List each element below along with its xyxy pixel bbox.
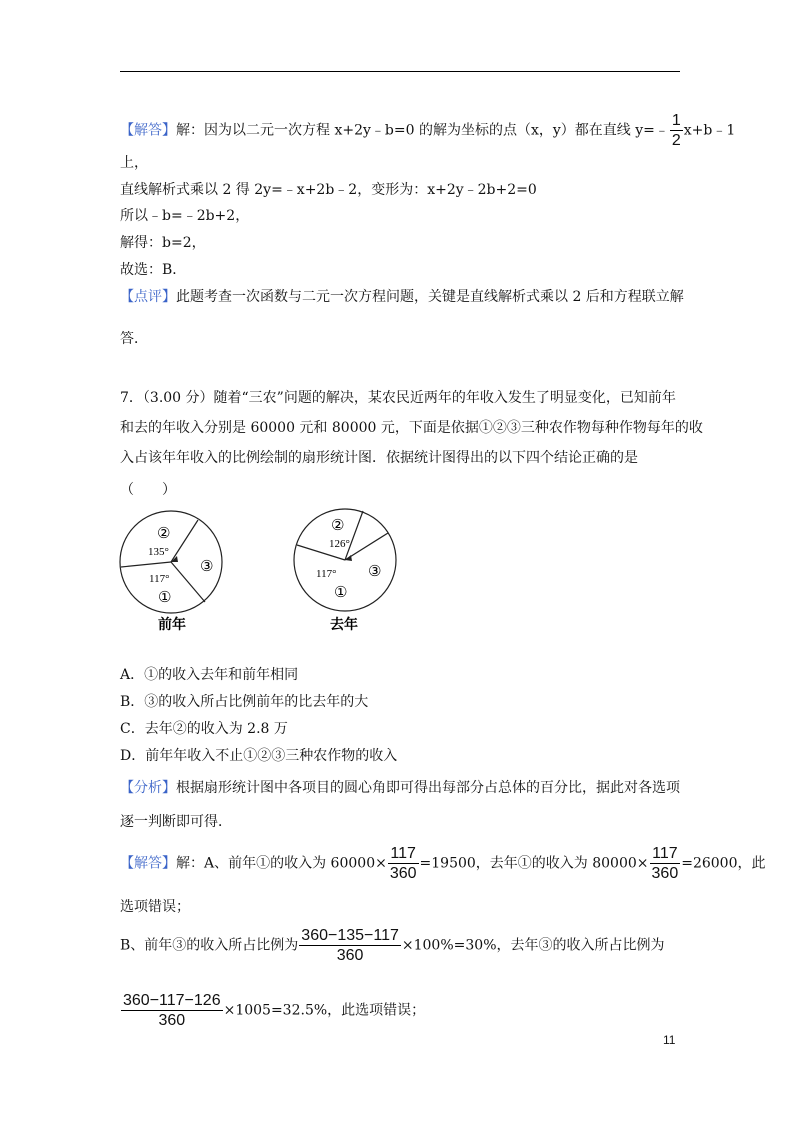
comment-line-1: 【点评】此题考查一次函数与二元一次方程问题，关键是直线解析式乘以 2 后和方程联立解 — [120, 289, 684, 305]
answer-line-5: 解得：b=2， — [120, 235, 206, 251]
fraction-117-360-a: $\frac{117}{360}$ — [389, 845, 417, 882]
analysis-line-1: 【分析】根据扇形统计图中各项目的圆心角即可得出每部分占总体的百分比，据此对各选项 — [120, 780, 680, 796]
question-line-2: 和去的年收入分别是 60000 元和 80000 元，下面是依据①②③三种农作物每种作物每年的收 — [120, 420, 703, 436]
pie-radius-left-3 — [121, 562, 171, 567]
pie-left-angle-2: 135° — [148, 546, 169, 558]
pie-figure — [116, 505, 406, 635]
comment-tag: 【点评】 — [120, 289, 176, 305]
answer-tag: 【解答】 — [120, 122, 176, 139]
answer-line-3: 直线解析式乘以 2 得 2y=﹣x+2b﹣2，变形为：x+2y﹣2b+2=0 — [120, 182, 537, 198]
pie-right-label-1: ① — [334, 583, 348, 601]
header-rule — [120, 71, 680, 72]
solution-line-4: $\frac{360-117-126}{360}$ ×1005=32.5%，此选项错误； — [123, 992, 426, 1029]
pie-chart-previous-year — [120, 511, 222, 633]
pie-right-label-2: ② — [331, 516, 345, 534]
pie-chart-last-year — [294, 509, 396, 633]
option-a: A．①的收入去年和前年相同 — [120, 667, 299, 683]
solution-tag: 【解答】 — [120, 855, 176, 872]
pie-left-label-2: ② — [157, 524, 171, 542]
solution-line-2: 选项错误； — [120, 899, 190, 915]
pie-radius-right-2 — [345, 533, 388, 560]
pie-radius-left-1 — [171, 520, 198, 562]
answer-line-6: 故选：B． — [120, 262, 187, 278]
option-c: C．去年②的收入为 2.8 万 — [120, 721, 288, 737]
option-b: B．③的收入所占比例前年的比去年的大 — [120, 694, 369, 710]
pie-right-label-3: ③ — [368, 562, 382, 580]
page-number: 11 — [663, 1033, 676, 1047]
answer-line-4: 所以﹣b=﹣2b+2， — [120, 208, 250, 224]
pie-right-angle-1: 117° — [316, 568, 337, 580]
question-line-4: （ ） — [120, 482, 176, 498]
analysis-tag: 【分析】 — [120, 780, 176, 796]
answer-line-2: 上， — [120, 155, 148, 171]
analysis-line-2: 逐一判断即可得． — [120, 814, 232, 830]
comment-line-2: 答． — [120, 331, 148, 347]
fraction-b-last: $\frac{360-117-126}{360}$ — [123, 992, 221, 1029]
pie-left-caption: 前年 — [158, 617, 186, 633]
question-line-3: 入占该年年收入的比例绘制的扇形统计图．依据统计图得出的以下四个结论正确的是 — [120, 450, 638, 466]
fraction-117-360-b: $\frac{117}{360}$ — [651, 845, 679, 882]
pie-left-label-1: ① — [158, 588, 172, 606]
solution-line-3: B、前年③的收入所占比例为 $\frac{360-135-117}{360}$ ×100%=30%，去年③的收入所占比例为 — [120, 927, 665, 964]
pie-radius-right-1 — [345, 511, 363, 560]
pie-left-label-3: ③ — [200, 557, 214, 575]
pie-right-angle-2: 126° — [329, 538, 350, 550]
pie-right-caption: 去年 — [330, 617, 358, 633]
option-d: D．前年年收入不止①②③三种农作物的收入 — [120, 748, 398, 764]
fraction-b-previous: $\frac{360-135-117}{360}$ — [301, 927, 399, 964]
pie-left-angle-1: 117° — [149, 573, 170, 585]
answer-line-1: 【解答】解：因为以二元一次方程 x+2y﹣b=0 的解为坐标的点（x，y）都在直线 y=﹣ $\frac{1}{2}$ x+b﹣1 — [120, 112, 736, 149]
solution-line-1: 【解答】解：A、前年①的收入为 60000× $\frac{117}{360}$ =19500，去年①的收入为 80000× $\frac{117}{360}$ =26000，此 — [120, 845, 766, 882]
fraction-one-half: $\frac{1}{2}$ — [671, 112, 681, 149]
question-line-1: 7．（3.00 分）随着“三农”问题的解决，某农民近两年的年收入发生了明显变化，已知前年 — [120, 390, 676, 406]
